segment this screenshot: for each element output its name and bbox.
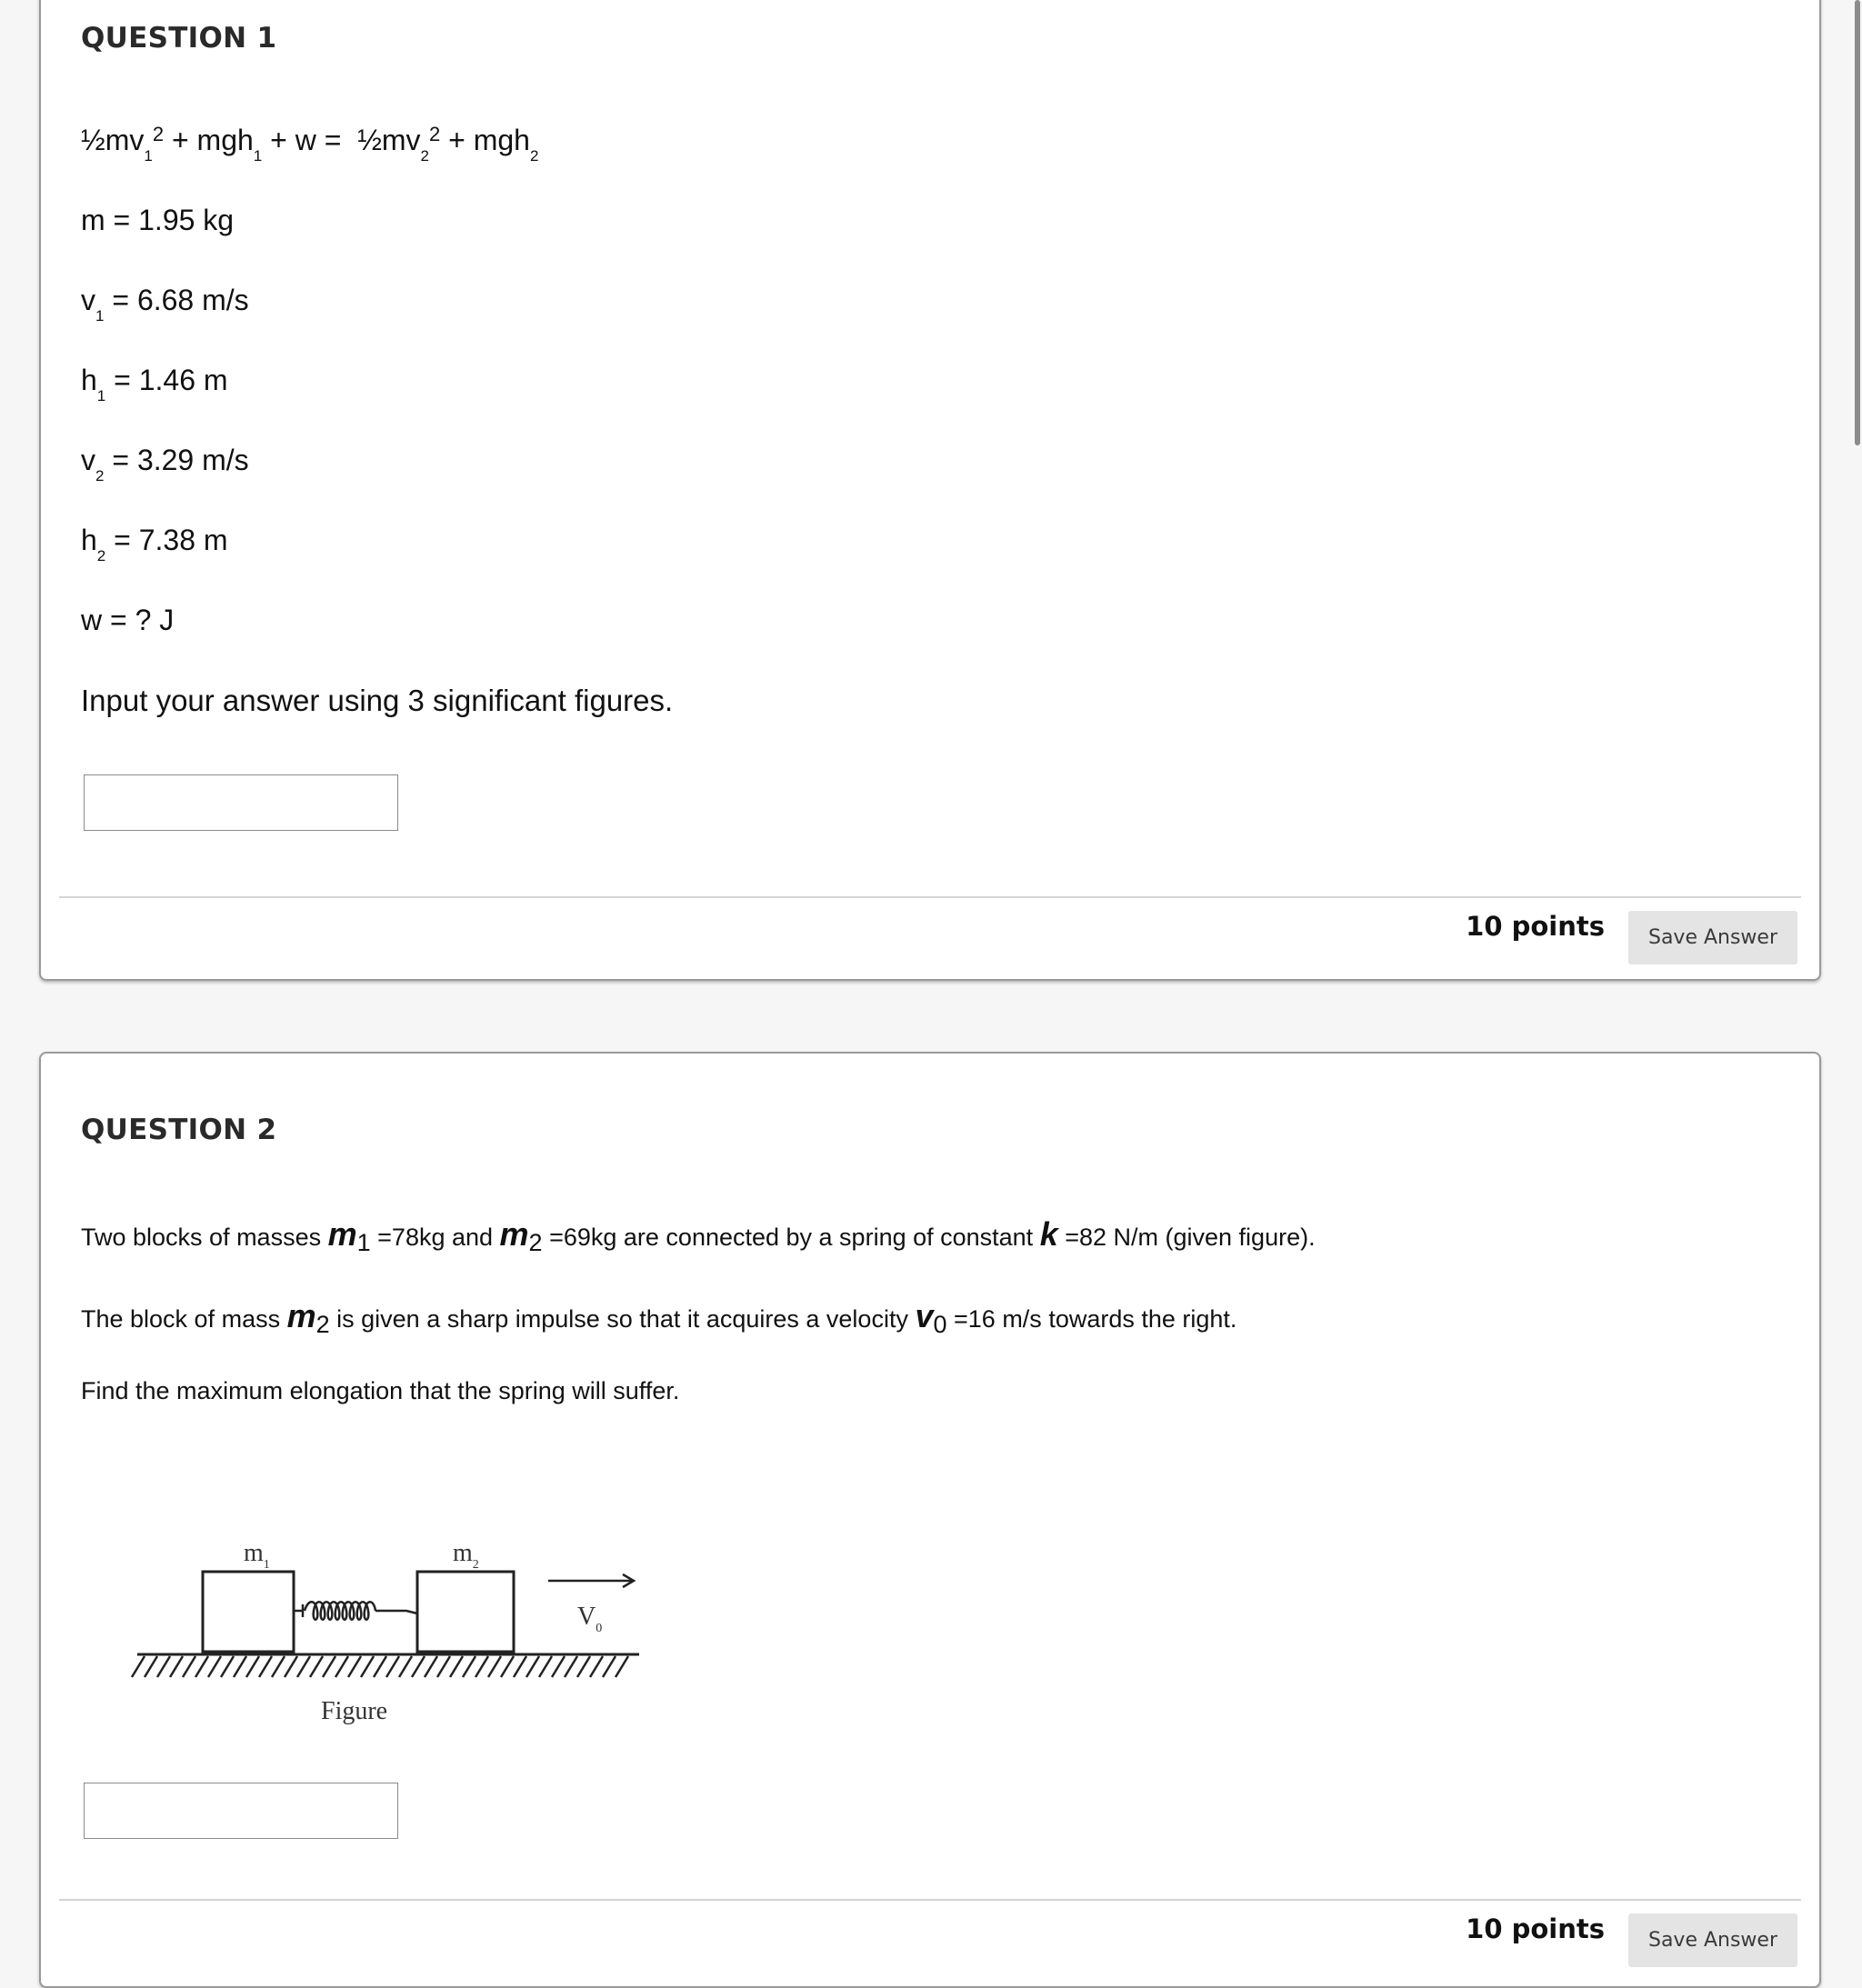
question-1-card bbox=[39, 0, 1821, 981]
spring-blocks-figure bbox=[94, 1526, 657, 1744]
question-1-save-button[interactable]: Save Answer bbox=[1628, 911, 1797, 964]
given-h2: $h_2 = 7.38$ m bbox=[81, 524, 228, 564]
scrollbar-thumb[interactable] bbox=[1855, 0, 1860, 445]
m2-label: $m_2$ bbox=[453, 1539, 479, 1572]
divider bbox=[59, 1899, 1801, 1901]
block-m2 bbox=[417, 1572, 514, 1652]
divider bbox=[59, 896, 1801, 898]
spring bbox=[305, 1602, 375, 1620]
scrollbar-track[interactable] bbox=[1849, 0, 1862, 1985]
block-m1 bbox=[203, 1572, 294, 1652]
question-2-card bbox=[39, 1052, 1821, 1988]
given-mass: m = 1.95 kg bbox=[81, 204, 235, 236]
energy-equation: $\frac{1}{2}mv_1^2 + mgh_1 + w$ = $\frac{1}{2}mv_2^2 + mgh_2$ bbox=[81, 123, 539, 165]
question-1-points: 10 points bbox=[1466, 911, 1605, 942]
unknown-work: w = ? J bbox=[81, 604, 175, 636]
question-2-save-button[interactable]: Save Answer bbox=[1628, 1913, 1797, 1967]
question-2-points: 10 points bbox=[1466, 1913, 1605, 1944]
given-v2: $v_2 = 3.29$ m/s bbox=[81, 444, 249, 485]
figure-caption: Figure bbox=[321, 1697, 388, 1725]
given-v1: $v_1 = 6.68$ m/s bbox=[81, 284, 249, 325]
question-1-answer-input[interactable] bbox=[84, 774, 398, 831]
question-2-line-2: The block of mass m2 is given a sharp impulse so that it acquires a velocity v0 =16 m/s towards the right. bbox=[81, 1297, 1237, 1338]
question-2-line-1: Two blocks of masses m1 =78kg and m2 =69kg are connected by a spring of constant k =82 N/m (given figure). bbox=[81, 1215, 1316, 1256]
v0-label: $V_0$ bbox=[577, 1603, 603, 1635]
question-2-answer-input[interactable] bbox=[84, 1783, 398, 1839]
ground-hatching bbox=[132, 1656, 628, 1677]
instruction-text: Input your answer using 3 significant figures. bbox=[81, 684, 674, 717]
question-1-title: QUESTION 1 bbox=[81, 22, 277, 55]
m1-label: $m_1$ bbox=[244, 1539, 270, 1572]
question-2-title: QUESTION 2 bbox=[81, 1114, 277, 1146]
question-2-line-3: Find the maximum elongation that the spring will suffer. bbox=[81, 1377, 680, 1404]
given-h1: $h_1 = 1.46$ m bbox=[81, 364, 228, 405]
